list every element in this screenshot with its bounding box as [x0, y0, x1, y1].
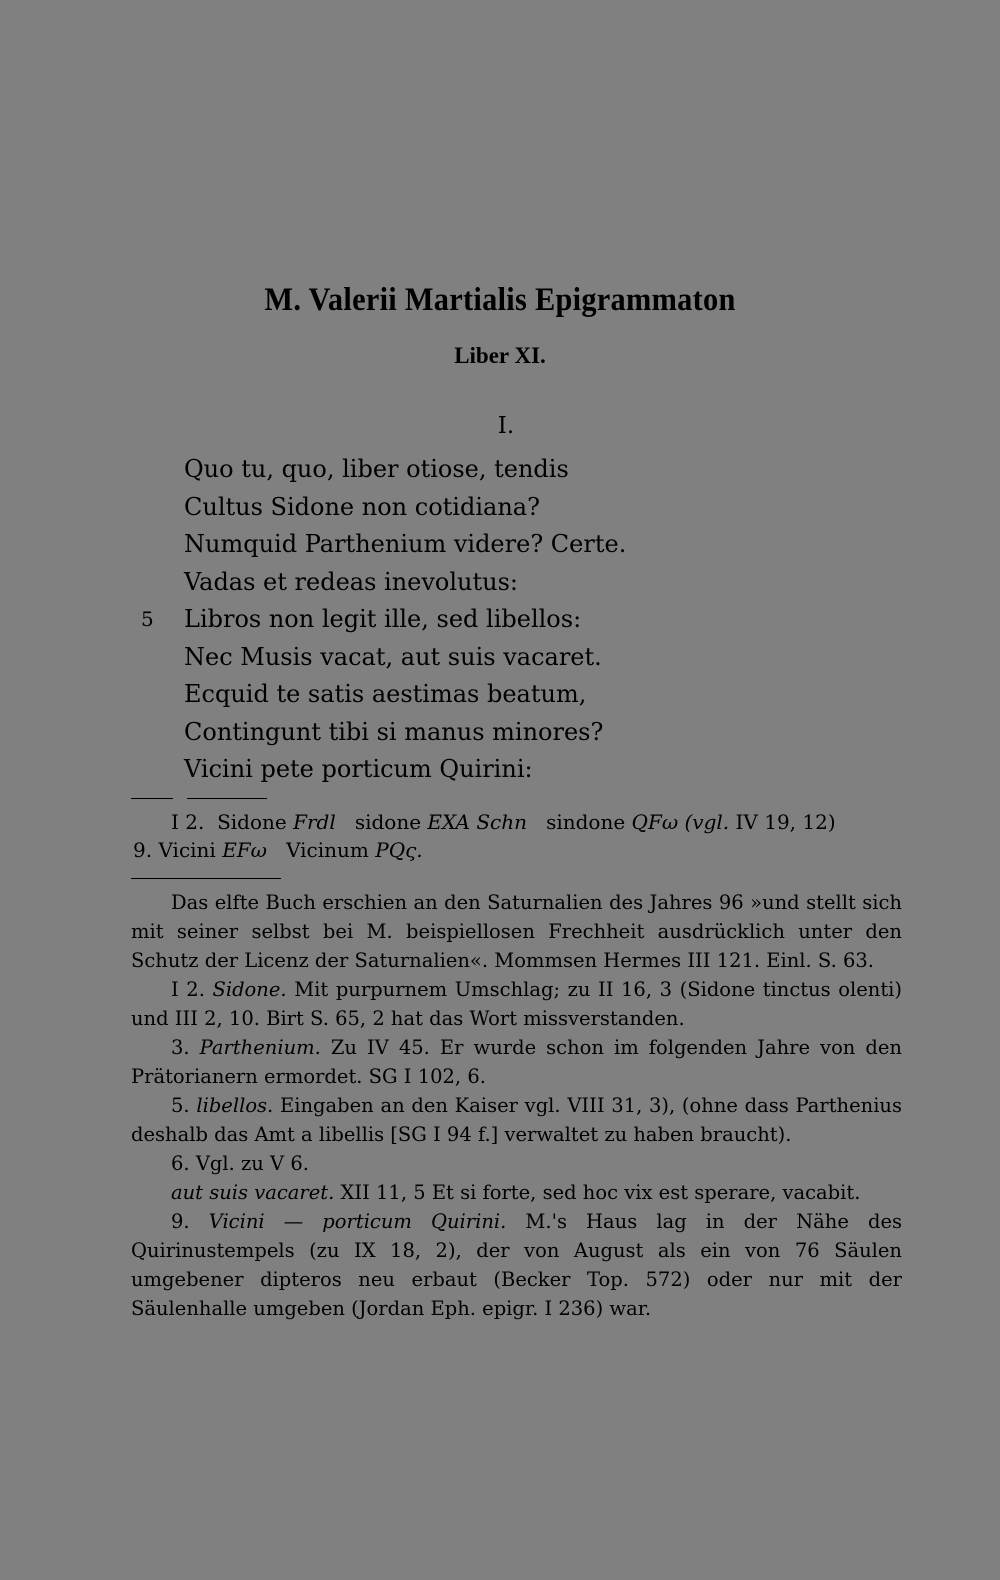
- epigram-text: [141, 451, 741, 789]
- commentary-paragraph: Das elfte Buch erschien an den Saturnalien des Jahres 96 »und stellt sich mit seiner selbst bei M. beispiellosen Frechheit ausdrücklich unter den Schutz der Licenz der Saturnalien«. Mommsen Hermes III 121. Einl. S. 63.: [131, 891, 902, 972]
- commentary-text: Eingaben an den Kaiser vgl. VIII 31, 3), (ohne dass Parthenius deshalb das Amt a libellis [SG I 94 f.] verwaltet zu haben braucht).: [131, 1094, 902, 1146]
- poem-line-text: Ecquid te satis aestimas beatum,: [184, 680, 587, 708]
- poem-line-text: Nec Musis vacat, aut suis vacaret.: [184, 642, 602, 671]
- poem-line: [141, 676, 741, 714]
- cross-reference: IV 19, 12): [735, 810, 836, 834]
- poem-line-text: Vicini pete porticum Quirini:: [184, 755, 533, 783]
- manuscript-siglum: Frdl: [293, 810, 336, 834]
- line-number: 5: [141, 607, 154, 631]
- poem-line: [141, 714, 741, 752]
- commentary-ref: 3.: [171, 1036, 190, 1059]
- commentary-lemma: Vicini — porticum Quirini.: [208, 1210, 507, 1233]
- variant-reading: Vicinum: [286, 838, 369, 862]
- poem-line-text: Numquid Parthenium videre? Certe.: [184, 530, 627, 558]
- poem-line-text: Quo tu, quo, liber otiose, tendis: [184, 455, 569, 483]
- commentary-text: Zu IV 45. Er wurde schon im folgenden Jahre von den Prätorianern ermordet. SG I 102, 6.: [131, 1036, 902, 1088]
- manuscript-siglum: EFω: [222, 838, 267, 862]
- commentary-ref: I 2.: [171, 978, 205, 1001]
- commentary-text: Vgl. zu V 6.: [195, 1152, 309, 1175]
- poem-line-text: Cultus Sidone non cotidiana?: [184, 492, 540, 521]
- book-subtitle: Liber XI.: [454, 343, 546, 368]
- poem-line: [141, 526, 741, 564]
- commentary-ref: 5.: [171, 1094, 190, 1117]
- commentary-paragraph: [131, 975, 902, 1033]
- commentary-paragraph: [131, 1033, 902, 1091]
- commentary-lemma: Parthenium.: [199, 1036, 321, 1059]
- variant-reading: Vicini: [158, 838, 216, 862]
- commentary-text: XII 11, 5 Et si forte, sed hoc vix est sperare, vacabit.: [340, 1181, 861, 1204]
- critical-apparatus: [133, 808, 903, 864]
- epigram-number: I.: [497, 413, 515, 439]
- manuscript-siglum: EXA Schn: [427, 810, 527, 834]
- poem-line: [141, 751, 741, 789]
- apparatus-rule-left: [131, 798, 173, 799]
- poem-line: [141, 564, 741, 602]
- poem-line: [141, 489, 741, 527]
- poem-line-text: Vadas et redeas inevolutus:: [184, 567, 519, 596]
- apparatus-line: [133, 808, 903, 836]
- apparatus-line: [133, 836, 903, 864]
- commentary-rule: [131, 878, 281, 879]
- apparatus-ref: I 2.: [171, 810, 205, 834]
- manuscript-siglum: PQς.: [375, 838, 423, 862]
- commentary-paragraph: [131, 1091, 902, 1149]
- commentary: [131, 888, 902, 1323]
- variant-reading: Sidone: [217, 810, 287, 834]
- poem-line-text: Contingunt tibi si manus minores?: [184, 717, 604, 746]
- commentary-paragraph: [131, 1149, 902, 1178]
- variant-reading: sidone: [354, 810, 422, 834]
- commentary-text: Mit purpurnem Umschlag; zu II 16, 3 (Sidone tinctus olenti) und III 2, 10. Birt S. 65, 2 hat das Wort missverstanden.: [131, 978, 903, 1030]
- apparatus-rule-right: [187, 798, 267, 799]
- variant-reading: sindone: [546, 810, 626, 834]
- commentary-ref: 9.: [171, 1210, 190, 1233]
- book-title: M. Valerii Martialis Epigrammaton: [264, 282, 736, 318]
- poem-line: [141, 451, 741, 489]
- apparatus-ref: 9.: [133, 838, 153, 862]
- poem-line: [141, 601, 741, 639]
- commentary-ref: 6.: [171, 1152, 190, 1175]
- commentary-lemma: Sidone.: [212, 978, 287, 1001]
- commentary-text: M.'s Haus lag in der Nähe des Quirinustempels (zu IX 18, 2), der von August als ein von 76 Säulen umgebener dipteros neu erbaut (Becker Top. 572) oder nur mit der Säulenhalle umgeben (Jordan Eph. epigr. I 236) war.: [131, 1210, 902, 1320]
- commentary-lemma: aut suis vacaret.: [171, 1181, 335, 1204]
- commentary-lemma: libellos.: [196, 1094, 274, 1117]
- commentary-paragraph: [131, 1178, 902, 1207]
- cross-reference-label: (vgl.: [684, 810, 730, 834]
- manuscript-siglum: QFω: [631, 810, 679, 834]
- poem-line: [141, 639, 741, 677]
- poem-line-text: Libros non legit ille, sed libellos:: [184, 605, 582, 633]
- commentary-paragraph: [131, 1207, 902, 1323]
